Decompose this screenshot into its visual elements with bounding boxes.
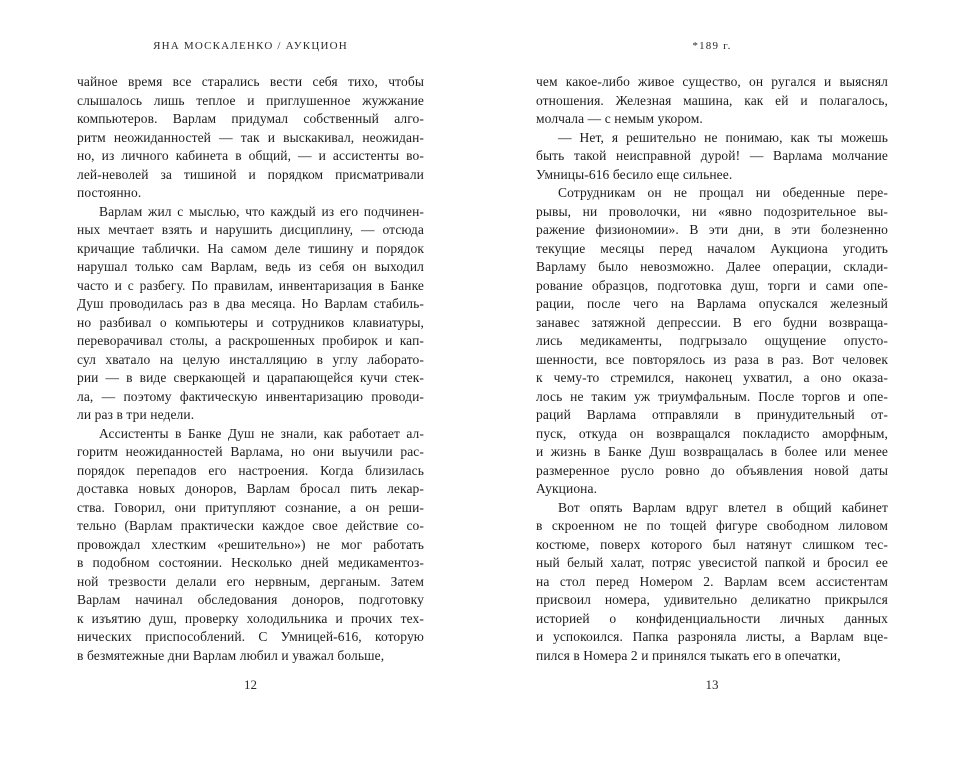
- text-line: размеренное русло ровно до объявления новой даты: [536, 462, 888, 478]
- text-line: пился в Номера 2 и принялся тыкать его в опечатки,: [536, 647, 841, 663]
- right-page[interactable]: [536, 0, 888, 761]
- text-line: молчала — с немым укором.: [536, 111, 703, 126]
- text-line: к изъятию душ, проверку холодильника и прочих тех-: [77, 610, 424, 626]
- text-line: компьютеров. Варлам придумал собственный алго-: [77, 111, 424, 126]
- text-line: сул хватало на целую инсталляцию в углу лаборато-: [77, 351, 424, 367]
- text-line: лись медикаменты, подгрызало ощущение опусто-: [536, 333, 888, 348]
- text-line: порядок перепадов его настроения. Когда близилась: [77, 462, 424, 478]
- text-line: горитм неожиданностей Варлама, но они выучили рас-: [77, 444, 424, 459]
- text-line: лось не таким уж триумфальным. После торгов и опе-: [536, 388, 888, 404]
- right-page-body: [536, 73, 888, 665]
- text-line: занавес затяжной депрессии. В его будни возвраща-: [536, 314, 888, 330]
- paragraph: [536, 73, 888, 129]
- text-line: — Нет, я решительно не понимаю, как ты можешь: [558, 129, 888, 145]
- left-page-number: 12: [244, 677, 257, 692]
- text-line: но, из личного кабинета в общий, — и ассистенты во-: [77, 148, 424, 163]
- text-line: Сотрудникам он не прощал ни обеденные пере-: [558, 185, 888, 200]
- text-line: Варлам начинал обследования доноров, подготовку: [77, 592, 424, 607]
- text-line: Умницы-616 бесило еще сильнее.: [536, 166, 733, 182]
- text-line: кричащие таблички. На самом деле тишину и порядок: [77, 240, 424, 256]
- text-line: к чему-то стремился, наконец ухватил, а оно оказа-: [536, 370, 888, 385]
- text-line: присвоил номера, удивительно деликатно прикрылся: [536, 592, 888, 607]
- text-line: провождал хлестким «решительно») не мог работать: [77, 536, 424, 552]
- text-line: Варлам жил с мыслью, что каждый из его подчинен-: [99, 203, 424, 219]
- text-line: ных мечтает взять и нарушить дисциплину, — отсюда: [77, 222, 424, 237]
- paragraph: [536, 499, 888, 666]
- paragraph: [77, 425, 424, 666]
- paragraph: [536, 184, 888, 499]
- right-running-header: *189 г.: [692, 40, 732, 52]
- text-line: переворачивал столы, а раскрошенных пробирок и кап-: [77, 333, 424, 348]
- text-line: Варламу было невозможно. Далее операции, склади-: [536, 259, 888, 274]
- text-line: ли раз в три недели.: [77, 407, 195, 422]
- text-line: ства. Говорил, они притупляют сознание, а он реши-: [77, 499, 424, 515]
- right-page-number: 13: [705, 677, 719, 692]
- text-line: рование образцов, подготовка душ, торги и сами опе-: [536, 277, 888, 293]
- text-line: ражение физиономии». В эти дни, в эти болезненно: [536, 222, 888, 237]
- paragraph: [536, 129, 888, 185]
- text-line: часто и с разбегу. По правилам, инвентаризация в Банке: [77, 277, 424, 293]
- text-line: костюме, поверх которого был натянут слишком тес-: [536, 536, 888, 552]
- text-line: Душ проводилась раз в два месяца. Но Варлам стабиль-: [77, 296, 424, 311]
- text-line: в подобном состоянии. Несколько дней медикаментоз-: [77, 555, 424, 570]
- text-line: слышалось лишь теплое и приглушенное жужжание: [77, 92, 424, 108]
- text-line: ной трезвости делали его нервным, дерганым. Затем: [77, 573, 424, 589]
- left-page-body: [77, 73, 424, 665]
- paragraph: [77, 203, 424, 425]
- text-line: но разбивал о компьютеры и сотрудников клавиатуры,: [77, 314, 424, 330]
- text-line: чем какое-либо живое существо, он ругался и выяснял: [536, 74, 888, 89]
- text-line: нарушал только сам Варлам, ведь из себя он выходил: [77, 259, 424, 274]
- text-line: в безмятежные дни Варлам любил и уважал больше,: [77, 647, 385, 663]
- text-line: и жизнь в Банке Душ возвращалась в более или менее: [536, 444, 888, 459]
- text-line: пуск, откуда он возвращался покладисто аморфным,: [536, 425, 888, 441]
- text-line: отношения. Железная машина, как ей и полагалось,: [536, 92, 888, 108]
- text-line: ла, — поэтому фактическую инвентаризацию проводи-: [77, 388, 424, 404]
- text-line: шенности, все повторялось из раза в раз. Вот человек: [536, 351, 888, 367]
- text-line: доставка новых доноров, Варлам бросал пить лекар-: [77, 481, 424, 496]
- left-page[interactable]: [77, 0, 424, 761]
- text-line: ритм неожиданностей — так и выскакивал, неожидан-: [77, 129, 424, 145]
- text-line: Аукциона.: [536, 481, 598, 496]
- text-line: быть такой неисправной дурой! — Варлама молчание: [536, 148, 888, 163]
- text-line: на стол перед Номером 2. Варлам всем ассистентам: [536, 573, 888, 589]
- text-line: в скроенном не по тощей фигуре свободном лиловом: [536, 518, 888, 533]
- text-line: и успокоился. Папка разроняла листы, а Варлам вце-: [536, 629, 888, 644]
- text-line: нических приспособлений. С Умницей-616, которую: [77, 629, 424, 644]
- text-line: рывы, ни проволочки, ни «явно подозрительное вы-: [536, 203, 888, 219]
- text-line: Ассистенты в Банке Душ не знали, как работает ал-: [99, 425, 424, 441]
- text-line: тельно (Варлам практически каждое свое действие со-: [77, 518, 424, 533]
- text-line: рии — в виде сверкающей и царапающейся кучи стек-: [77, 370, 424, 385]
- text-line: постоянно.: [77, 185, 142, 200]
- text-line: текущие месяцы перед началом Аукциона угодить: [536, 240, 888, 256]
- left-running-header: ЯНА МОСКАЛЕНКО / АУКЦИОН: [153, 40, 348, 52]
- text-line: чайное время все старались вести себя тихо, чтобы: [77, 74, 424, 89]
- text-line: раций Варлама отправляли в принудительный от-: [536, 407, 888, 422]
- text-line: лей-неволей за тишиной и порядком присматривали: [77, 166, 424, 182]
- text-line: историей о конфиденциальности личных данных: [536, 610, 888, 626]
- paragraph: [77, 73, 424, 203]
- text-line: рации, после чего на Варлама опускался железный: [536, 296, 888, 311]
- text-line: ный белый халат, потряс увесистой папкой и бросил ее: [536, 555, 888, 570]
- text-line: Вот опять Варлам вдруг влетел в общий кабинет: [558, 499, 888, 515]
